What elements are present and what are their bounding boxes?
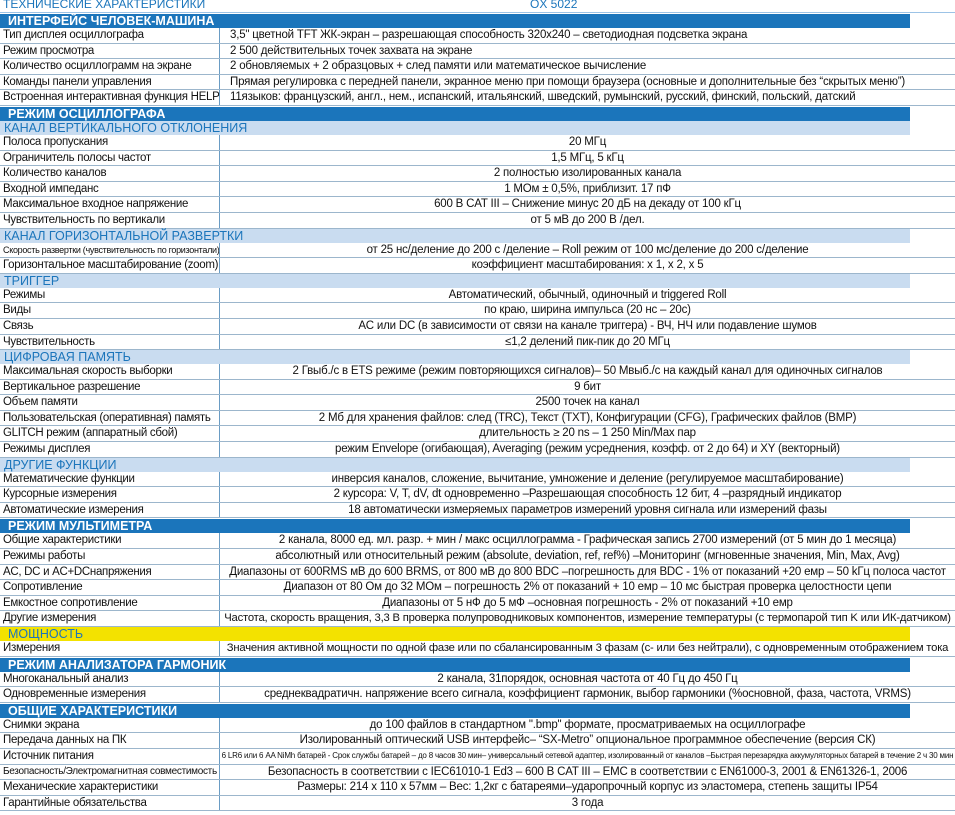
section-header: ЦИФРОВАЯ ПАМЯТЬ xyxy=(0,350,910,364)
spec-value: 600 В CAT III – Снижение минус 20 дБ на декаду от 100 кГц xyxy=(434,198,741,211)
spec-row xyxy=(0,687,955,703)
spec-row xyxy=(0,59,955,75)
spec-value: Значения активной мощности по одной фазе или по сбалансированным 3 фазам (с- или без нейтрали), с одновременным отображением тока xyxy=(226,642,949,654)
spec-row xyxy=(0,182,955,198)
spec-value: инверсия каналов, сложение, вычитание, умножение и деление (регулируемое масштабирование) xyxy=(331,472,844,485)
spec-row xyxy=(0,364,955,380)
spec-value: AC или DC (в зависимости от связи на канале триггера) - ВЧ, НЧ или подавление шумов xyxy=(358,319,817,332)
spec-value: 6 LR6 или 6 AA NiMh батарей - Срок службы батарей – до 8 часов 30 мин– универсальный сетевой адаптер, изолированный от каналов –Быстрая перезарядка аккумуляторных батарей в течение 2 ч 30 мин xyxy=(221,750,954,760)
spec-row xyxy=(0,596,955,612)
spec-label: Другие измерения xyxy=(0,611,220,626)
spec-label: Скорость развертки (чувствительность по горизонтали) xyxy=(0,243,220,258)
spec-label: Тип дисплея осциллографа xyxy=(0,28,220,43)
spec-row xyxy=(0,733,955,749)
spec-label: Ограничитель полосы частот xyxy=(0,151,220,166)
spec-value: 11языков: французский, англ., нем., испанский, итальянский, шведский, румынский, русский, финский, польский, датский xyxy=(230,91,856,104)
spec-value: режим Envelope (огибающая), Averaging (режим усреднения, коэфф. от 2 до 64) и XY (векторный) xyxy=(335,443,840,456)
spec-value: 18 автоматически измеряемых параметров измерений уровня сигнала или измерений фазы xyxy=(348,503,827,516)
spec-label: Режим просмотра xyxy=(0,44,220,59)
document-title: ТЕХНИЧЕСКИЕ ХАРАКТЕРИСТИКИ xyxy=(3,0,206,11)
spec-label: Курсорные измерения xyxy=(0,487,220,502)
spec-row xyxy=(0,243,955,259)
spec-label: Безопасность/Электромагнитная совместимость xyxy=(0,765,220,780)
spec-row xyxy=(0,90,955,106)
spec-value: абсолютный или относительный режим (absolute, deviation, ref, ref%) –Мониторинг (мгновенные значения, Min, Max, Avg) xyxy=(275,550,900,563)
section-header: ИНТЕРФЕЙС ЧЕЛОВЕК-МАШИНА xyxy=(0,13,910,28)
spec-value: коэффициент масштабирования: x 1, x 2, x 5 xyxy=(471,259,704,272)
spec-label: Математические функции xyxy=(0,472,220,487)
spec-label: Снимки экрана xyxy=(0,718,220,733)
spec-label: Гарантийные обязательства xyxy=(0,796,220,811)
spec-value: по краю, ширина импульса (20 нс – 20с) xyxy=(484,304,691,317)
spec-value: Диапазоны от 5 нФ до 5 мФ –основная погрешность - 2% от показаний +10 емр xyxy=(382,596,793,609)
spec-label: Виды xyxy=(0,303,220,318)
spec-label: Горизонтальное масштабирование (zoom) xyxy=(0,258,220,273)
spec-value: Частота, скорость вращения, 3,3 В проверка полупроводниковых компонентов, измерение температуры (с термопарой тип K или ИК-датчиком) xyxy=(224,612,951,625)
spec-label: Количество осциллограмм на экране xyxy=(0,59,220,74)
spec-label: Связь xyxy=(0,319,220,334)
spec-label: Общие характеристики xyxy=(0,533,220,548)
spec-row xyxy=(0,166,955,182)
spec-label: Автоматические измерения xyxy=(0,503,220,518)
spec-row xyxy=(0,197,955,213)
spec-label: Режимы xyxy=(0,288,220,303)
spec-row xyxy=(0,288,955,304)
spec-label: GLITCH режим (аппаратный сбой) xyxy=(0,426,220,441)
spec-label: AC, DC и AC+DCнапряжения xyxy=(0,565,220,580)
spec-row xyxy=(0,565,955,581)
spec-value: длительность ≥ 20 ns – 1 250 Min/Max пар xyxy=(479,427,696,440)
spec-value: Размеры: 214 x 110 x 57мм – Вес: 1,2кг с батареями–ударопрочный корпус из эластомера, степень защиты IP54 xyxy=(297,781,878,794)
section-header: РЕЖИМ МУЛЬТИМЕТРА xyxy=(0,518,910,533)
spec-row xyxy=(0,44,955,60)
spec-label: Полоса пропускания xyxy=(0,135,220,150)
section-header: КАНАЛ ВЕРТИКАЛЬНОГО ОТКЛОНЕНИЯ xyxy=(0,121,910,135)
spec-row xyxy=(0,796,955,812)
spec-value: 20 МГц xyxy=(568,135,607,148)
section-header: РЕЖИМ ОСЦИЛЛОГРАФА xyxy=(0,106,910,121)
spec-label: Количество каналов xyxy=(0,166,220,181)
spec-row xyxy=(0,380,955,396)
spec-row xyxy=(0,487,955,503)
spec-label: Механические характеристики xyxy=(0,780,220,795)
section-header: ОБЩИЕ ХАРАКТЕРИСТИКИ xyxy=(0,703,910,718)
spec-value: Автоматический, обычный, одиночный и triggered Roll xyxy=(448,288,727,301)
spec-value: Безопасность в соответствии с IEC61010-1 Ed3 – 600 В CAT III – EMC в соответствии с EN61000-3, 2001 & EN61326-1, 2006 xyxy=(267,765,908,778)
spec-row xyxy=(0,780,955,796)
spec-value: ≤1,2 делений пик-пик до 20 МГц xyxy=(505,335,670,348)
spec-value: 1,5 МГц, 5 кГц xyxy=(551,151,624,164)
spec-row xyxy=(0,135,955,151)
section-header: КАНАЛ ГОРИЗОНТАЛЬНОЙ РАЗВЕРТКИ xyxy=(0,229,910,243)
spec-row xyxy=(0,718,955,734)
spec-label: Режимы дисплея xyxy=(0,442,220,457)
spec-value: Диапазоны от 600RMS мВ до 600 BRMS, от 800 мВ до 800 BDC –погрешность для BDC - 1% от показаний +20 емр – 50 kГц полоса частот xyxy=(229,565,946,578)
spec-value: до 100 файлов в стандартном ".bmp" формате, просматриваемых на осциллографе xyxy=(369,718,806,731)
spec-row xyxy=(0,258,955,274)
spec-value: 2 канала, 8000 ед. мл. разр. + мин / макс осциллограмма - Графическая запись 2700 измерений (от 5 мин до 1 месяца) xyxy=(278,534,897,547)
spec-row xyxy=(0,472,955,488)
section-header: РЕЖИМ АНАЛИЗАТОРА ГАРМОНИК xyxy=(0,657,910,672)
spec-label: Измерения xyxy=(0,641,220,656)
spec-row xyxy=(0,503,955,519)
spec-value: 2 канала, 31порядок, основная частота от 40 Гц до 450 Гц xyxy=(437,672,738,685)
spec-label: Емкостное сопротивление xyxy=(0,596,220,611)
spec-row xyxy=(0,151,955,167)
spec-row xyxy=(0,641,955,657)
spec-row xyxy=(0,426,955,442)
spec-value: 2 обновляемых + 2 образцовых + след памяти или математическое вычисление xyxy=(230,60,647,73)
spec-row xyxy=(0,395,955,411)
spec-value: Прямая регулировка с передней панели, экранное меню при помощи браузера (основные и дополнительные без “скрытых меню”) xyxy=(230,75,906,88)
section-header: МОЩНОСТЬ xyxy=(0,627,910,641)
spec-row xyxy=(0,28,955,44)
spec-value: 9 бит xyxy=(574,380,601,393)
model-name: OX 5022 xyxy=(530,0,578,11)
spec-value: 1 МОм ± 0,5%, приблизит. 17 пФ xyxy=(504,182,671,195)
spec-value: от 5 мВ до 200 В /дел. xyxy=(530,213,645,226)
spec-label: Режимы работы xyxy=(0,549,220,564)
spec-row xyxy=(0,611,955,627)
spec-label: Одновременные измерения xyxy=(0,687,220,702)
spec-value: 2 курсора: V, T, dV, dt одновременно –Разрешающая способность 12 бит, 4 –разрядный индикатор xyxy=(333,488,842,501)
spec-row xyxy=(0,580,955,596)
spec-value: среднеквадратичн. напряжение всего сигнала, коэффициент гармоник, выбор гармоники (%основной, фаза, частота, VRMS) xyxy=(264,688,911,701)
spec-label: Объем памяти xyxy=(0,395,220,410)
spec-row xyxy=(0,672,955,688)
spec-label: Команды панели управления xyxy=(0,75,220,90)
spec-row xyxy=(0,749,955,765)
spec-value: 2 Гвыб./с в ETS режиме (режим повторяющихся сигналов)– 50 Мвыб./с на каждый канал для одиночных сигналов xyxy=(292,365,883,378)
spec-row xyxy=(0,303,955,319)
spec-label: Многоканальный анализ xyxy=(0,672,220,687)
spec-row xyxy=(0,319,955,335)
spec-value: 3,5" цветной TFT ЖК-экран – разрешающая способность 320x240 – светодиодная подсветка экрана xyxy=(230,29,748,41)
spec-row xyxy=(0,533,955,549)
spec-row xyxy=(0,549,955,565)
section-header: ТРИГГЕР xyxy=(0,274,910,288)
spec-row xyxy=(0,75,955,91)
spec-row xyxy=(0,335,955,351)
spec-table xyxy=(0,13,955,811)
spec-label: Входной импеданс xyxy=(0,182,220,197)
spec-label: Источник питания xyxy=(0,749,220,764)
document-header xyxy=(0,0,955,13)
section-header: ДРУГИЕ ФУНКЦИИ xyxy=(0,458,910,472)
spec-row xyxy=(0,765,955,781)
spec-value: от 25 нс/деление до 200 с /деление – Roll режим от 100 мс/деление до 200 с/деление xyxy=(366,243,809,256)
spec-value: 2 Мб для хранения файлов: след (TRC), Текст (TXT), Конфигурации (CFG), Графических файлов (BMP) xyxy=(318,411,857,424)
spec-label: Встроенная интерактивная функция HELP xyxy=(0,90,220,105)
spec-row xyxy=(0,213,955,229)
spec-label: Максимальная скорость выборки xyxy=(0,364,220,379)
spec-value: 3 года xyxy=(571,796,604,809)
spec-value: Изолированный оптический USB интерфейс– “SX-Metro” опциональное программное обеспечение (версия СК) xyxy=(299,734,876,747)
spec-value: Диапазон от 80 Ом до 32 МОм – погрешность 2% от показаний + 10 емр – 10 мс быстрая проверка целостности цепи xyxy=(283,581,892,594)
spec-label: Вертикальное разрешение xyxy=(0,380,220,395)
spec-label: Чувствительность xyxy=(0,335,220,350)
spec-value: 2500 точек на канал xyxy=(535,396,640,409)
spec-label: Пользовательская (оперативная) память xyxy=(0,411,220,426)
spec-row xyxy=(0,442,955,458)
spec-label: Передача данных на ПК xyxy=(0,733,220,748)
spec-label: Сопротивление xyxy=(0,580,220,595)
spec-value: 2 500 действительных точек захвата на экране xyxy=(230,44,473,57)
spec-row xyxy=(0,411,955,427)
spec-label: Максимальное входное напряжение xyxy=(0,197,220,212)
spec-label: Чувствительность по вертикали xyxy=(0,213,220,228)
spec-value: 2 полностью изолированных канала xyxy=(493,167,682,180)
